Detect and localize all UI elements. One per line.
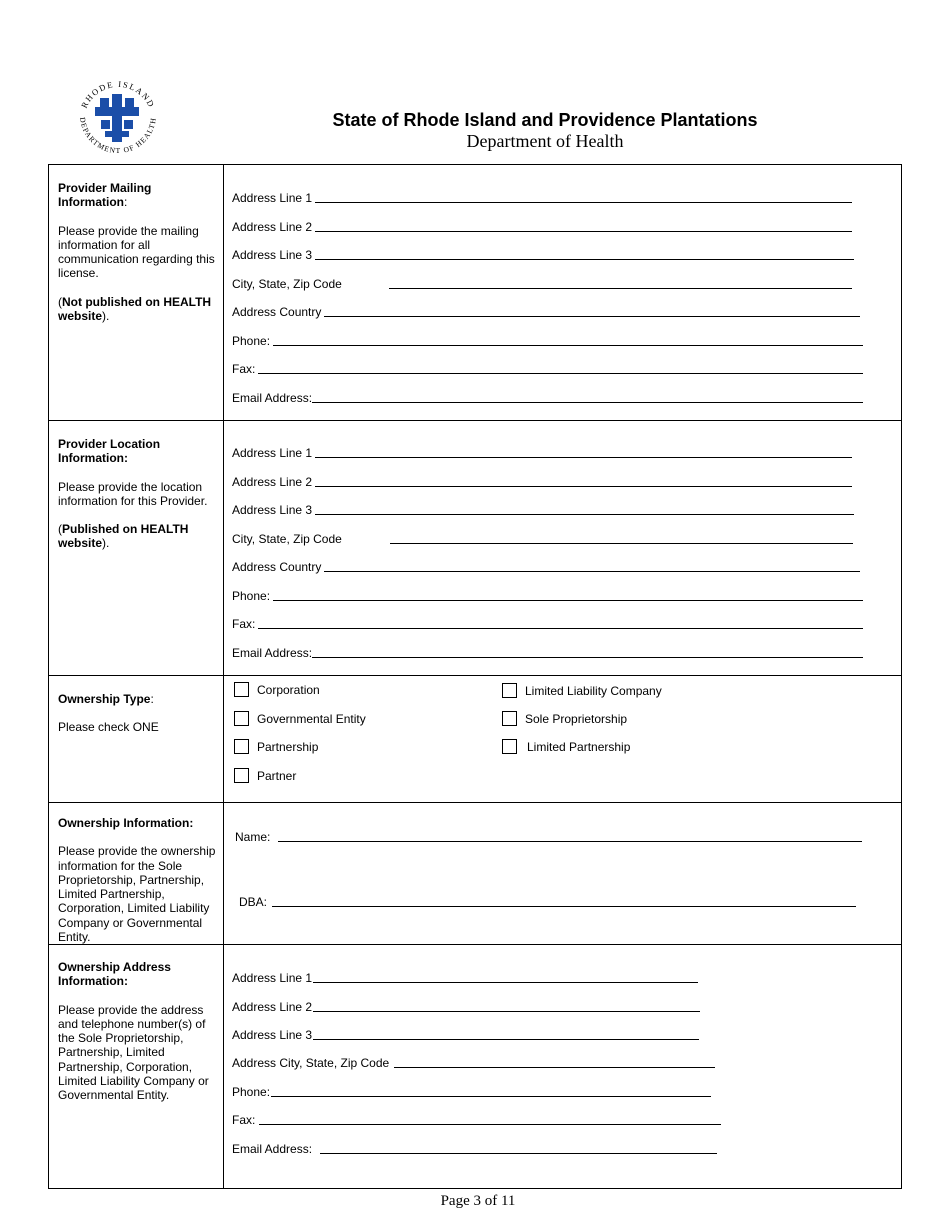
location-description: Please provide the location information for this Provider. (58, 479, 208, 508)
mailing-note-close: ). (102, 309, 110, 324)
location-address-line-2-field[interactable] (232, 473, 852, 489)
mailing-note-open: ( (58, 294, 62, 309)
location-heading: Provider Location Information: (58, 437, 161, 466)
checkbox-label: Partner (257, 768, 297, 783)
ownership-fax-field[interactable] (232, 1111, 721, 1127)
location-fax-field[interactable] (232, 615, 863, 631)
field-label: Address Line 1 (232, 971, 313, 985)
checkbox-icon[interactable] (234, 711, 249, 726)
field-label: Phone: (232, 1085, 271, 1099)
field-label: Address Line 2 (232, 220, 313, 234)
field-label: City, State, Zip Code (232, 532, 342, 546)
field-label: Address Country (232, 560, 322, 574)
checkbox-icon[interactable] (234, 768, 249, 783)
mailing-city-state-zip-field[interactable] (232, 275, 852, 291)
document-title: State of Rhode Island and Providence Plantations (332, 110, 758, 130)
field-label: Address Line 1 (232, 446, 313, 460)
checkbox-label: Corporation (257, 682, 320, 697)
field-label: Address Line 2 (232, 475, 313, 489)
field-label: Email Address: (232, 1142, 313, 1156)
column-divider (223, 165, 224, 420)
location-address-line-1-field[interactable] (232, 444, 852, 460)
page-number: Page 3 of 11 (440, 1193, 516, 1209)
location-city-state-zip-field[interactable] (232, 530, 853, 546)
ownership-info-section (49, 803, 901, 945)
mailing-phone-field[interactable] (232, 332, 863, 348)
checkbox-label: Governmental Entity (257, 711, 366, 726)
location-phone-field[interactable] (232, 587, 863, 603)
checkbox-icon[interactable] (502, 683, 517, 698)
checkbox-label: Sole Proprietorship (525, 711, 628, 726)
field-label: Fax: (232, 617, 256, 631)
checkbox-sole-proprietorship[interactable] (502, 711, 627, 726)
seal-emblem-icon (95, 94, 139, 142)
mailing-email-field[interactable] (232, 389, 863, 405)
field-label: Address Line 2 (232, 1000, 313, 1014)
mailing-section (49, 165, 901, 421)
column-divider (223, 676, 224, 802)
field-label: Fax: (232, 362, 256, 376)
column-divider (223, 803, 224, 944)
ownership-address-description: Please provide the address and telephone number(s) of the Sole Proprietorship, Partnership, Limited Partnership, Corporation, Limited Liability Company or Governmental Entity. (58, 1002, 209, 1103)
provider-form-table (48, 164, 902, 1189)
ownership-address-section (49, 945, 901, 1188)
ownership-type-heading: Ownership Type (58, 692, 151, 706)
ownership-type-description: Please check ONE (58, 720, 159, 735)
checkbox-partnership[interactable] (234, 739, 318, 754)
field-label: Phone: (232, 334, 271, 348)
location-email-field[interactable] (232, 644, 863, 660)
checkbox-limited-liability-company[interactable] (502, 683, 662, 698)
checkbox-icon[interactable] (234, 739, 249, 754)
ownership-type-heading-colon: : (150, 692, 154, 706)
field-label: DBA: (239, 895, 268, 909)
checkbox-label: Limited Liability Company (525, 683, 662, 698)
field-label: Name: (235, 830, 271, 844)
field-label: Address Line 3 (232, 1028, 313, 1042)
checkbox-label: Limited Partnership (527, 739, 631, 754)
ownership-type-section (49, 676, 901, 803)
ownership-type-instructions (58, 692, 218, 749)
mailing-heading: Provider Mailing Information (58, 181, 152, 210)
document-subtitle: Department of Health (466, 131, 624, 151)
ownership-email-field[interactable] (232, 1140, 717, 1156)
mailing-fax-field[interactable] (232, 360, 863, 376)
mailing-address-country-field[interactable] (232, 303, 860, 319)
field-label: Email Address: (232, 646, 313, 660)
ownership-phone-field[interactable] (232, 1083, 711, 1099)
checkbox-icon[interactable] (502, 739, 517, 754)
mailing-description: Please provide the mailing information for all communication regarding this license. (58, 223, 215, 281)
location-address-line-3-field[interactable] (232, 501, 854, 517)
ownership-address-line-2-field[interactable] (232, 998, 700, 1014)
ownership-address-heading: Ownership Address Information: (58, 960, 171, 989)
field-label: Fax: (232, 1113, 256, 1127)
mailing-heading-colon: : (124, 195, 128, 210)
mailing-note: Not published on HEALTH website (58, 294, 212, 324)
location-note-close: ). (102, 536, 110, 551)
checkbox-limited-partnership[interactable] (502, 739, 630, 754)
column-divider (223, 421, 224, 675)
field-label: Address City, State, Zip Code (232, 1056, 390, 1070)
mailing-address-line-1-field[interactable] (232, 189, 852, 205)
ownership-address-line-1-field[interactable] (232, 969, 698, 985)
mailing-address-line-3-field[interactable] (232, 246, 854, 262)
location-section (49, 421, 901, 676)
ownership-info-description: Please provide the ownership information for the Sole Proprietorship, Partnership, Limited Partnership, Corporation, Limited Liability Company or Governmental Entity. (58, 844, 216, 945)
checkbox-icon[interactable] (234, 682, 249, 697)
checkbox-governmental-entity[interactable] (234, 711, 366, 726)
location-address-country-field[interactable] (232, 558, 860, 574)
checkbox-label: Partnership (257, 739, 319, 754)
ri-department-of-health-seal (72, 75, 164, 165)
field-label: Address Line 1 (232, 191, 313, 205)
ownership-address-line-3-field[interactable] (232, 1026, 699, 1042)
checkbox-corporation[interactable] (234, 682, 320, 697)
location-note: Published on HEALTH website (58, 522, 189, 551)
ownership-info-instructions (58, 816, 218, 958)
ownership-info-heading: Ownership Information: (58, 816, 194, 830)
ownership-city-state-zip-field[interactable] (232, 1054, 715, 1070)
ownership-name-field[interactable] (235, 828, 862, 844)
ownership-address-instructions (58, 960, 218, 1117)
field-label: Address Country (232, 305, 322, 319)
column-divider (223, 945, 224, 1188)
checkbox-icon[interactable] (502, 711, 517, 726)
location-note-open: ( (58, 522, 62, 537)
field-label: Address Line 3 (232, 503, 313, 517)
field-label: Address Line 3 (232, 248, 313, 262)
mailing-address-line-2-field[interactable] (232, 218, 852, 234)
field-label: Email Address: (232, 391, 313, 405)
mailing-instructions (58, 181, 218, 337)
field-label: City, State, Zip Code (232, 277, 342, 291)
seal-text-bottom: DEPARTMENT OF HEALTH (77, 116, 159, 156)
location-instructions (58, 437, 218, 565)
seal-text-top: RHODE ISLAND (78, 78, 158, 110)
checkbox-partner[interactable] (234, 768, 296, 783)
ownership-dba-field[interactable] (239, 893, 856, 909)
field-label: Phone: (232, 589, 271, 603)
